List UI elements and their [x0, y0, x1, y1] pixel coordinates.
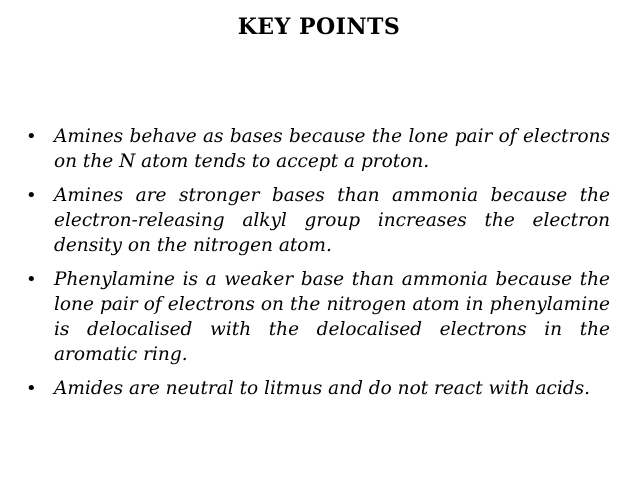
slide-title: KEY POINTS [237, 14, 401, 40]
bullet-icon: • [26, 185, 37, 206]
point-text: Phenylamine is a weaker base than ammonia because the lone pair of electrons on the nitrogen atom in phenylamine is delocalised with the delocalised electrons in the aromatic ring. [54, 269, 610, 365]
point-text: Amines behave as bases because the lone pair of electrons on the N atom tends to accept a proton. [54, 126, 610, 172]
bullet-icon: • [26, 126, 37, 147]
list-item [26, 124, 610, 174]
point-text: Amides are neutral to litmus and do not react with acids. [54, 378, 591, 399]
list-item [26, 183, 610, 258]
key-points-list [26, 124, 610, 410]
point-text: Amines are stronger bases than ammonia because the electron-releasing alkyl group increases the electron density on the nitrogen atom. [54, 185, 610, 256]
bullet-icon: • [26, 378, 37, 399]
bullet-icon: • [26, 269, 37, 290]
list-item [26, 267, 610, 367]
list-item [26, 376, 610, 401]
